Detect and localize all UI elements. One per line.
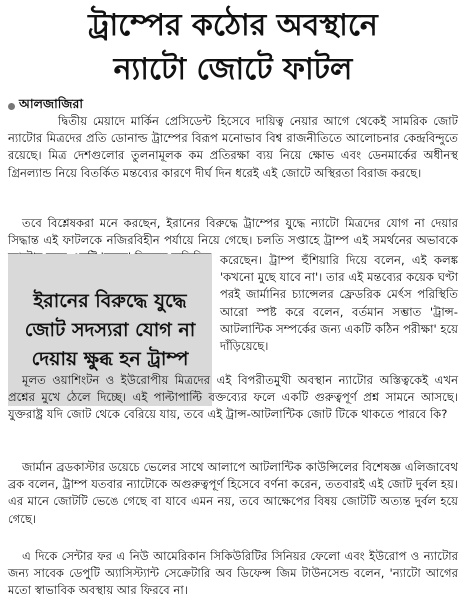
bullet-dot-icon xyxy=(8,103,15,110)
pull-quote-text: ইরানের বিরুদ্ধে যুদ্ধে জোট সদস্যরা যোগ না দেয়ায় ক্ষুব্ধ হন ট্রাম্প xyxy=(24,289,196,370)
headline xyxy=(0,4,466,92)
paragraph-2a: তবে বিশ্লেষকরা মনে করছেন, ইরানের বিরুদ্ধে ট্রাম্পের যুদ্ধে ন্যাটো মিত্রদের যোগ না দেয়ার সিদ্ধান্ত এই ফাটলকে নজিরবিহীন পর্যায়ে নিয়ে গেছে। চলতি সপ্তাহে ট্রাম্প এই সমর্থনের অভাবকে xyxy=(8,216,458,248)
headline-line-1: ট্রাম্পের কঠোর অবস্থানে xyxy=(88,8,378,43)
paragraph-2c: মূলত ওয়াশিংটন ও ইউরোপীয় মিত্রদের এই বিপরীতমুখী অবস্থান ন্যাটোর অস্তিত্বকেই এখন প্রশ্নের মুখে ঠেলে দিচ্ছে। এই পাল্টাপাল্টি বক্তব্যের ফলে একটি গুরুত্বপূর্ণ প্রশ্ন সামনে আসছে। যুক্তরাষ্ট্র যদি জোট থেকে বেরিয়ে যায়, তবে এই ট্রান্স-আটলান্টিক জোট টিকে থাকতে পারবে কি? xyxy=(8,373,458,422)
headline-line-2: ন্যাটো জোটে ফাটল xyxy=(113,52,353,87)
paragraph-2c-start xyxy=(220,338,458,372)
source-name: আলজাজিরা xyxy=(19,96,83,111)
paragraph-2b: করেছেন। ট্রাম্প হুঁশিয়ারি দিয়ে বলেন, এই কলঙ্ক 'কখনো মুছে যাবে না'। তার এই মন্তব্যের কয়েক ঘণ্টা পরই জার্মানির চ্যান্সেলর ফ্রেডরিক মের্ৎস পরিস্থিতি আরো স্পষ্ট করে বলেন, বর্তমান সম্ভাত 'ট্রান্স-আটলান্টিক সম্পর্কের জন্য একটি কঠিন পরীক্ষা' হয়ে দাঁড়িয়েছে। xyxy=(220,253,458,354)
paragraph-1: দ্বিতীয় মেয়াদে মার্কিন প্রেসিডেন্ট হিসেবে দায়িত্ব নেয়ার আগে থেকেই সামরিক জোট ন্যাটোর মিত্রদের প্রতি ডোনাল্ড ট্রাম্পের বিরূপ মনোভাব বিশ্ব রাজনীতিতে আলোচনার কেন্দ্রবিন্দুতে রয়েছে। মিত্র দেশগুলোর তুলনামূলক কম প্রতিরক্ষা ব্যয় নিয়ে ক্ষোভ এবং ডেনমার্কের অধীনস্থ গ্রিনল্যান্ড নিয়ে বিতর্কিত মন্তব্যের কারণে দীর্ঘ দিন ধরেই এই জোটে অস্থিরতা বিরাজ করছে। xyxy=(8,114,458,180)
paragraph-4: এ দিকে সেন্টার ফর এ নিউ আমেরিকান সিকিউরিটির সিনিয়র ফেলো এবং ইউরোপ ও ন্যাটোর জন্য সাবেক ডেপুটি অ্যাসিস্ট্যান্ট সেক্রেটারি অব ডিফেন্স জিম টাউনসেন্ড বলেন, 'ন্যাটো আগের মতো স্বাভাবিক অবস্থায় আর ফিরবে না। xyxy=(8,549,458,598)
paragraph-3: জার্মান ব্রডকাস্টার ডয়েচে ভেলের সাথে আলাপে আটলান্টিক কাউন্সিলের বিশেষজ্ঞ এলিজাবেথ ব্রক বলেন, ট্রাম্প যতবার ন্যাটোকে অগুরুত্বপূর্ণ হিসেবে বর্ণনা করেন, ততবারই এই জোট দুর্বল হয়। এর মানে জোটটি ভেঙে গেছে বা যাবে এমন নয়, তবে আক্ষেপের বিষয় জোটটি অত্যন্ত দুর্বল হয়ে গেছে। xyxy=(8,460,458,526)
